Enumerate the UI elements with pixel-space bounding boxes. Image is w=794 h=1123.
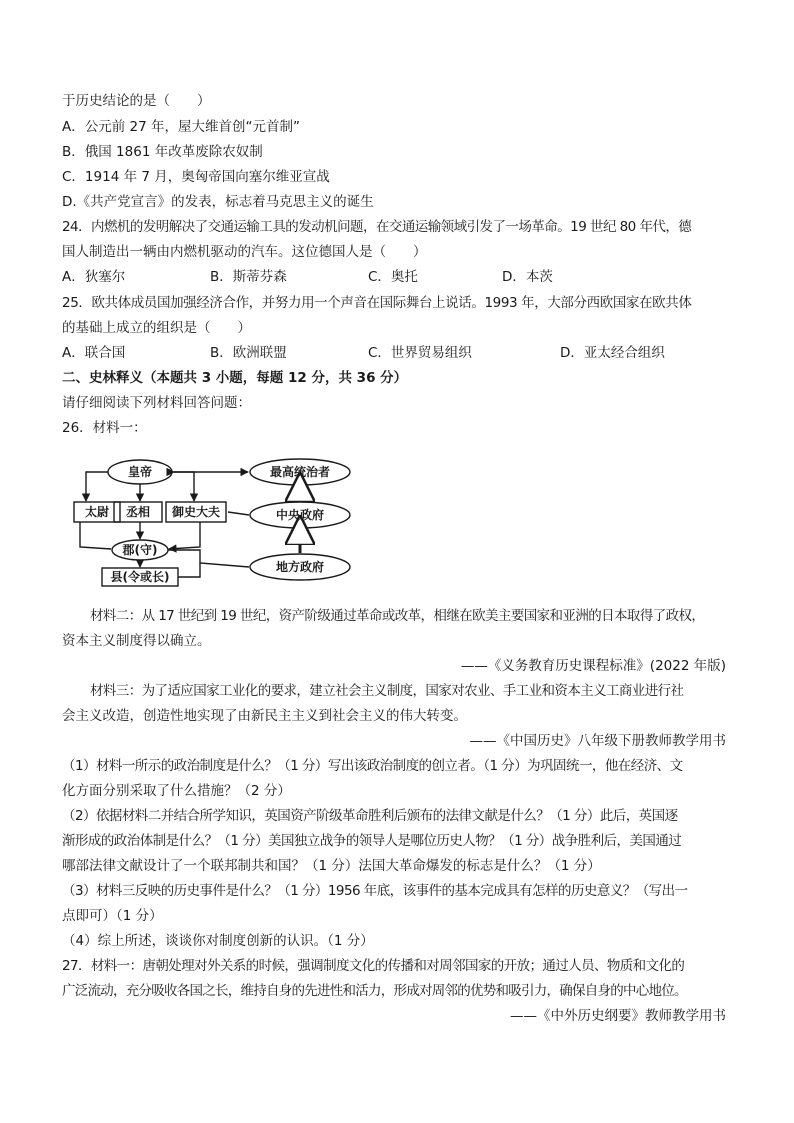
q24-stem-line2: 国人制造出一辆由内燃机驱动的汽车。这位德国人是（ ） — [62, 244, 427, 260]
m2-line2: 资本主义制度得以确立。 — [62, 633, 211, 649]
q27-line1: 27．材料一：唐朝处理对外关系的时候，强调制度文化的传播和对周邻国家的开放；通过人员、物质和文化的 — [62, 958, 685, 974]
q26-sub3-line2: 点即可）（1 分） — [62, 908, 163, 924]
section2-heading: 二、史林释义（本题共 3 小题，每题 12 分，共 36 分） — [62, 370, 408, 386]
q25-stem-line2: 的基础上成立的组织是（ ） — [62, 320, 251, 336]
q24-option-c: C．奥托 — [368, 269, 418, 285]
m2-line1: 材料二：从 17 世纪到 19 世纪，资产阶级通过革命或改革，相继在欧美主要国家和亚洲的日本取得了政权， — [90, 608, 705, 624]
q26-sub4: （4）综上所述，谈谈你对制度创新的认识。（1 分） — [62, 933, 374, 949]
m3-line2: 会主义改造，创造性地实现了由新民主主义到社会主义的伟大转变。 — [62, 708, 467, 724]
section2-instruction: 请仔细阅读下列材料回答问题： — [62, 395, 251, 411]
q23-option-c: C．1914 年 7 月，奥匈帝国向塞尔维亚宣战 — [62, 169, 330, 185]
q25-stem-line1: 25．欧共体成员国加强经济合作，并努力用一个声音在国际舞台上说话。1993 年，大部分西欧国家在欧共体 — [62, 295, 692, 311]
q24-option-b: B．斯蒂芬森 — [210, 269, 287, 285]
q25-option-b: B．欧洲联盟 — [210, 345, 287, 361]
q24-option-d: D．本茨 — [502, 269, 553, 285]
m2-source: ——《义务教育历史课程标准》(2022 年版) — [460, 658, 726, 674]
q25-option-d: D．亚太经合组织 — [560, 345, 665, 361]
q25-option-a: A．联合国 — [62, 345, 126, 361]
q24-stem-line1: 24．内燃机的发明解决了交通运输工具的发动机问题，在交通运输领域引发了一场革命。19 世纪 80 年代，德 — [62, 219, 692, 235]
local-label: 地方政府 — [275, 560, 325, 574]
q26-sub2-line2: 渐形成的政治体制是什么？（1 分）美国独立战争的领导人是哪位历史人物？（1 分）战争胜利后，美国通过 — [62, 833, 682, 849]
q23-stem-tail: 于历史结论的是（ ） — [62, 93, 211, 109]
q25-option-c: C．世界贸易组织 — [368, 345, 472, 361]
q26-sub3-line1: （3）材料三反映的历史事件是什么？（1 分）1956 年底，该事件的基本完成具有怎样的历史意义？（写出一 — [62, 883, 688, 899]
q26-label: 26．材料一： — [62, 420, 147, 436]
q24-option-a: A．狄塞尔 — [62, 269, 126, 285]
q26-sub1-line1: （1）材料一所示的政治制度是什么？（1 分）写出该政治制度的创立者。（1 分）为巩固统一，他在经济、文 — [62, 758, 683, 774]
supreme-label: 最高统治者 — [269, 465, 331, 479]
m3-line1: 材料三：为了适应国家工业化的要求，建立社会主义制度，国家对农业、手工业和资本主义工商业进行社 — [90, 683, 684, 699]
q26-sub2-line1: （2）依据材料二并结合所学知识，英国资产阶级革命胜利后颁布的法律文献是什么？（1 分）此后，英国逐 — [62, 808, 678, 824]
chengxiang-label: 丞相 — [125, 505, 151, 519]
q27-source: ——《中外历史纲要》教师教学用书 — [510, 1008, 726, 1024]
q27-line2: 广泛流动，充分吸收各国之长，维持自身的先进性和活力，形成对周邻的优势和吸引力，确保自身的中心地位。 — [62, 983, 687, 999]
central-label: 中央政府 — [275, 508, 325, 522]
jun-label: 郡(守) — [122, 543, 158, 557]
q26-sub2-line3: 哪部法律文献设计了一个联邦制共和国？（1 分）法国大革命爆发的标志是什么？（1 分） — [62, 858, 601, 874]
xian-label: 县(令或长) — [110, 570, 170, 584]
yushi-label: 御史大夫 — [171, 505, 221, 519]
m3-source: ——《中国历史》八年级下册教师教学用书 — [469, 733, 726, 749]
qin-political-system-diagram — [70, 455, 370, 595]
q23-option-a: A．公元前 27 年，屋大维首创“元首制” — [62, 119, 300, 135]
taiwei-label: 太尉 — [84, 505, 110, 519]
q26-sub1-line2: 化方面分别采取了什么措施？（2 分） — [62, 783, 291, 799]
q23-option-d: D.《共产党宣言》的发表，标志着马克思主义的诞生 — [62, 194, 374, 210]
q23-option-b: B．俄国 1861 年改革废除农奴制 — [62, 144, 263, 160]
emperor-label: 皇帝 — [127, 465, 153, 479]
